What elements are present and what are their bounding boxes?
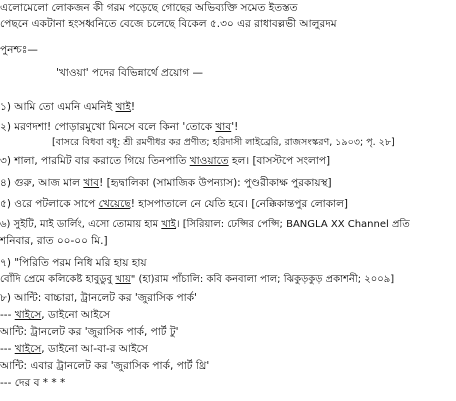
item-3-text: ৩) শালা, পারমিট বার করাতে গিয়ে তিনপাতি [0, 155, 190, 167]
item-1-text: ১) আমি তো এমনি এমনিই [0, 101, 116, 113]
item-3-keyword: খাওয়াতে [189, 155, 229, 167]
item-2-text: ২) মরণদশা! পোড়ারমুখো মিনসে বলে কিনা 'তোকে [0, 121, 216, 133]
item-8: ৮) আন্টি: বাচ্চারা, ট্রানলেট কর 'জুরাসিক পার্ক' [0, 292, 197, 304]
item-1-keyword: খাই [115, 101, 131, 113]
item-2-end: '! [231, 121, 239, 133]
item-2-keyword: খাব [215, 121, 232, 133]
section-subtitle: 'খাওয়া' পদের বিভিন্নার্থে প্রয়োগ — [56, 67, 204, 79]
item-8-reply-2-end: , ডাইনো আ-বা-র আইসে [41, 343, 148, 355]
item-8-reply-1 [0, 309, 110, 321]
item-3 [0, 155, 330, 167]
item-6-keyword: খাই [161, 219, 176, 230]
item-4-keyword: খাব [83, 177, 100, 189]
dash: --- [0, 309, 15, 321]
item-5-keyword: খেয়েছে [98, 198, 131, 210]
item-2-citation: [বাসরে বিধবা বধূ: শ্রী রমণীধর কর প্রণীত; হরিদাসী লাইব্রেরি, রাজসংস্করণ, ১৯০৩; পৃ. ২৮] [52, 137, 395, 148]
item-1 [0, 101, 135, 113]
text-line-1: এলোমেলো লোকজন কী গরম পড়েছে গোছের অভিব্যক্তি সমেত ইতস্তত [0, 2, 298, 14]
item-8-reply-2 [0, 343, 148, 355]
item-5-end: ! হাসপাতালে নে যেতি হবে। [নেক্কিকান্তপুর লোকাল] [130, 198, 348, 210]
item-8-prompt-2: আন্টি: ট্রানলেট কর 'জুরাসিক পার্ক, পার্ট টু' [0, 326, 179, 338]
item-3-end: হল। [বাসস্টপে সংলাপ] [228, 155, 331, 167]
item-7-keyword: খায় [115, 274, 131, 285]
item-5-text: ৫) ওরে পটলাকে সাপে [0, 198, 99, 210]
item-6-text: ৬) সুইটি, মাই ডার্লিং, এসো তোমায় হাম [0, 219, 162, 230]
item-6-end: । [সিরিয়াল: ঢেপ্সির পেপ্সি; BANGLA XX Channel প্রতি [175, 219, 410, 230]
dash: --- [0, 343, 15, 355]
item-4-text: ৪) গুরু, আজ মাল [0, 177, 84, 189]
item-7: ৭) "পিরিতি পরম নিধি মরি হায় হায় [0, 257, 147, 269]
item-8-reply-3: --- দের ব * * * [0, 377, 66, 389]
text-line-2: পেছনে একটানা হংসধ্বনিতে বেজে চলেছে বিকেল ৫.৩০ এর রাধাবল্লভী আলুরদম [0, 18, 337, 30]
item-7-text: বোঁদি প্রেমে কলিকেষ্ট হাবুডুবু [0, 274, 116, 285]
item-4-end: ! [হৃদ্বালিকা (সামাজিক উপন্যাস): পুণ্ডরীকাক্ষ পুরকায়স্থ] [99, 177, 332, 189]
item-2 [0, 121, 238, 133]
item-7-end: " (হা)রাম পাঁচালি: কবি কনবালা পাল; ঝিকুড়কুড় প্রকাশনী; ২০০৯] [130, 274, 395, 285]
item-8-prompt-3: আন্টি: এবার ট্রানলেট কর 'জুরাসিক পার্ক, পার্ট থ্রি' [0, 360, 210, 372]
item-7-continued [0, 274, 394, 286]
item-1-end: ! [130, 101, 136, 113]
item-8-reply-1-end: , ডাইনো আইসে [41, 309, 110, 321]
item-6-continued: শনিবার, রাত ০০-০০ মি.] [0, 235, 108, 247]
item-4 [0, 177, 332, 189]
item-8-keyword-2: খাইসে [14, 343, 42, 355]
item-6 [0, 219, 410, 231]
item-8-keyword-1: খাইসে [14, 309, 42, 321]
item-5 [0, 198, 348, 210]
postscript-heading: পুনশ্চঃ— [0, 44, 38, 56]
